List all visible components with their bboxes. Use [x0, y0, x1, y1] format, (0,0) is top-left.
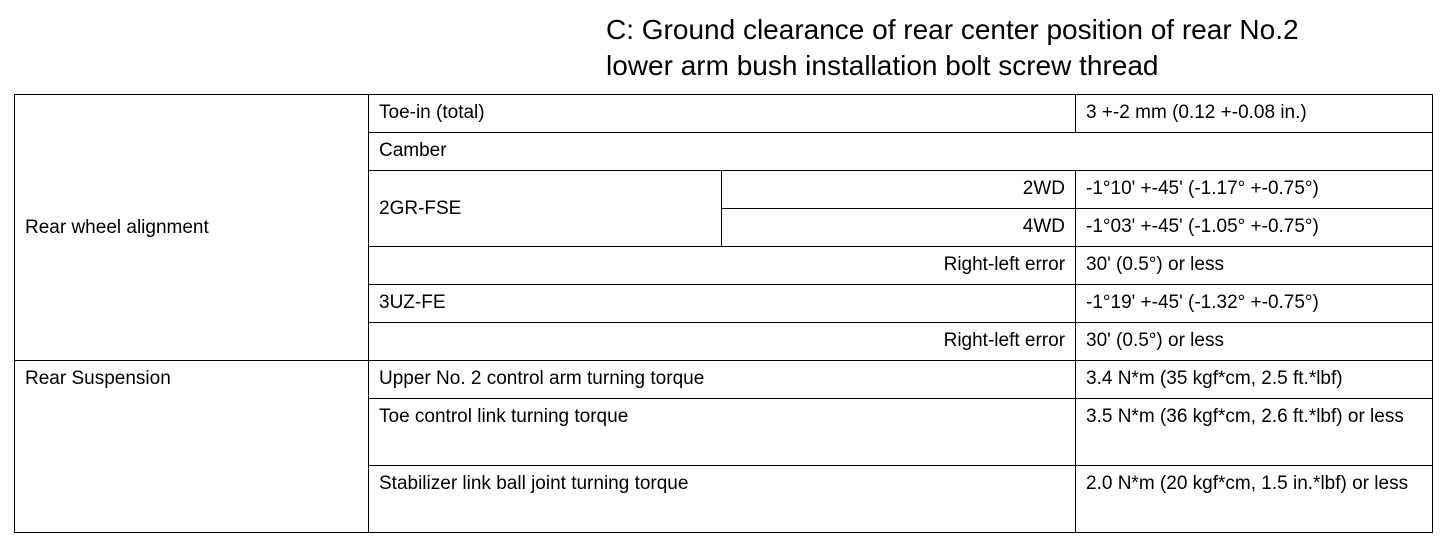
camber-4wd-label: 4WD [722, 209, 1076, 247]
engine-3uz-fe-label: 3UZ-FE [369, 285, 1076, 323]
camber-4wd-value: -1°03' +-45' (-1.05° +-0.75°) [1076, 209, 1433, 247]
upper-arm-torque-value: 3.4 N*m (35 kgf*cm, 2.5 ft.*lbf) [1076, 361, 1433, 399]
camber-3uz-value: -1°19' +-45' (-1.32° +-0.75°) [1076, 285, 1433, 323]
toe-link-torque-label: Toe control link turning torque [369, 399, 1076, 466]
camber-2wd-label: 2WD [722, 171, 1076, 209]
heading-line-1: C: Ground clearance of rear center position of rear No.2 [606, 14, 1299, 45]
right-left-error-label: Right-left error [369, 323, 1076, 361]
table-row [15, 95, 1433, 133]
upper-arm-torque-label: Upper No. 2 control arm turning torque [369, 361, 1076, 399]
category-rear-wheel-alignment: Rear wheel alignment [15, 95, 369, 361]
table-row [15, 361, 1433, 399]
toe-in-value: 3 +-2 mm (0.12 +-0.08 in.) [1076, 95, 1433, 133]
toe-link-torque-value: 3.5 N*m (36 kgf*cm, 2.6 ft.*lbf) or less [1076, 399, 1433, 466]
right-left-error-label: Right-left error [369, 247, 1076, 285]
toe-in-label: Toe-in (total) [369, 95, 1076, 133]
engine-2gr-fse-label: 2GR-FSE [369, 171, 722, 247]
specification-table [14, 94, 1433, 533]
right-left-error-value: 30' (0.5°) or less [1076, 247, 1433, 285]
category-rear-suspension: Rear Suspension [15, 361, 369, 533]
heading-line-2: lower arm bush installation bolt screw thread [606, 50, 1159, 81]
stabilizer-link-torque-value: 2.0 N*m (20 kgf*cm, 1.5 in.*lbf) or less [1076, 466, 1433, 533]
stabilizer-link-torque-label: Stabilizer link ball joint turning torque [369, 466, 1076, 533]
camber-label: Camber [369, 133, 1433, 171]
camber-2wd-value: -1°10' +-45' (-1.17° +-0.75°) [1076, 171, 1433, 209]
section-heading [606, 12, 1446, 84]
right-left-error-value: 30' (0.5°) or less [1076, 323, 1433, 361]
